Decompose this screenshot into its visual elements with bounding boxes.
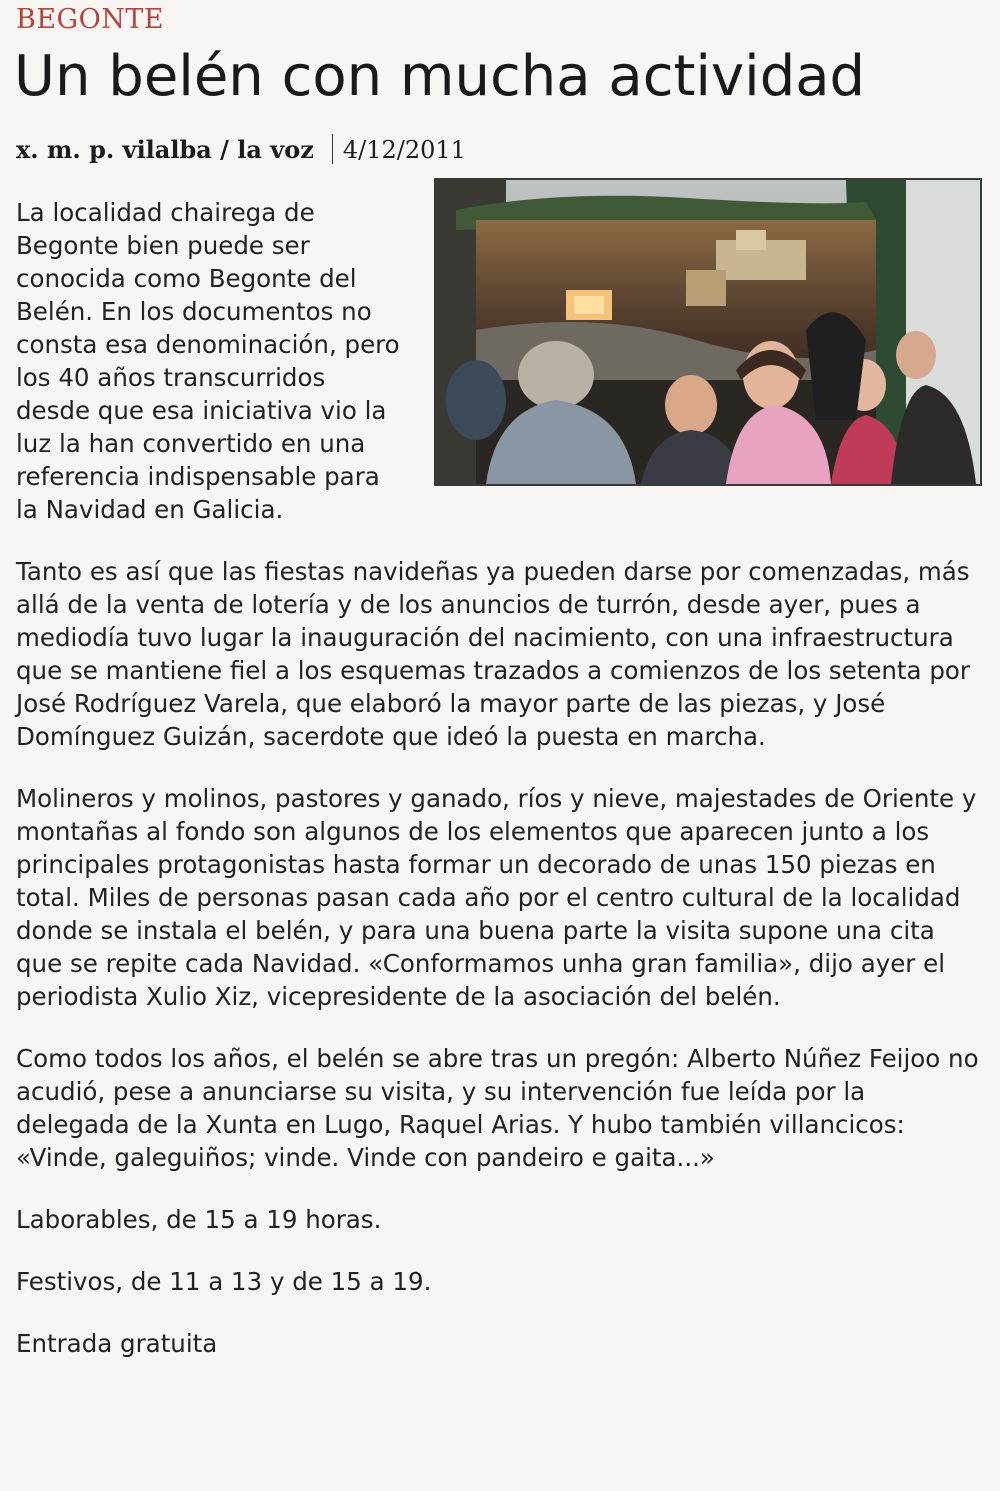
byline-divider bbox=[332, 134, 333, 164]
article-headline: Un belén con mucha actividad bbox=[14, 44, 866, 109]
byline-author: x. m. p. vilalba / la voz bbox=[16, 135, 314, 164]
paragraph-3: Molineros y molinos, pastores y ganado, ríos y nieve, majestades de Oriente y montañas al fondo son algunos de los elementos que aparecen junto a los principales protagonistas hasta formar un decorado de unas 150 piezas en total. Miles de personas pasan cada año por el centro cultural de la localidad donde se instala el belén, y para una buena parte la visita supone una cita que se repite cada Navidad. «Conformamos unha gran familia», dijo ayer el periodista Xulio Xiz, vicepresidente de la asociación del belén. bbox=[16, 784, 977, 1011]
section-label: BEGONTE bbox=[16, 4, 165, 35]
paragraph-2: Tanto es así que las fiestas navideñas ya pueden darse por comenzadas, más allá de la venta de lotería y de los anuncios de turrón, desde ayer, pues a mediodía tuvo lugar la inauguración del nacimiento, con una infraestructura que se mantiene fiel a los esquemas trazados a comienzos de los setenta por José Rodríguez Varela, que elaboró la mayor parte de las piezas, y José Domínguez Guizán, sacerdote que ideó la puesta en marcha. bbox=[16, 557, 970, 751]
article-body bbox=[16, 196, 984, 1389]
paragraph-1: La localidad chairega de Begonte bien puede ser conocida como Begonte del Belén. En los documentos no consta esa denominación, pero los 40 años transcurridos desde que esa iniciativa vio la luz la han convertido en una referencia indispensable para la Navidad en Galicia. bbox=[16, 198, 400, 524]
schedule-holidays: Festivos, de 11 a 13 y de 15 a 19. bbox=[16, 1267, 432, 1296]
photo-float-spacer bbox=[402, 196, 984, 494]
paragraph-4: Como todos los años, el belén se abre tras un pregón: Alberto Núñez Feijoo no acudió, pese a anunciarse su visita, y su intervención fue leída por la delegada de la Xunta en Lugo, Raquel Arias. Y hubo también villancicos: «Vinde, galeguiños; vinde. Vinde con pandeiro e gaita...» bbox=[16, 1044, 979, 1172]
byline-date: 4/12/2011 bbox=[342, 136, 466, 164]
schedule-weekdays: Laborables, de 15 a 19 horas. bbox=[16, 1205, 382, 1234]
admission-note: Entrada gratuita bbox=[16, 1329, 218, 1358]
byline bbox=[16, 134, 466, 164]
